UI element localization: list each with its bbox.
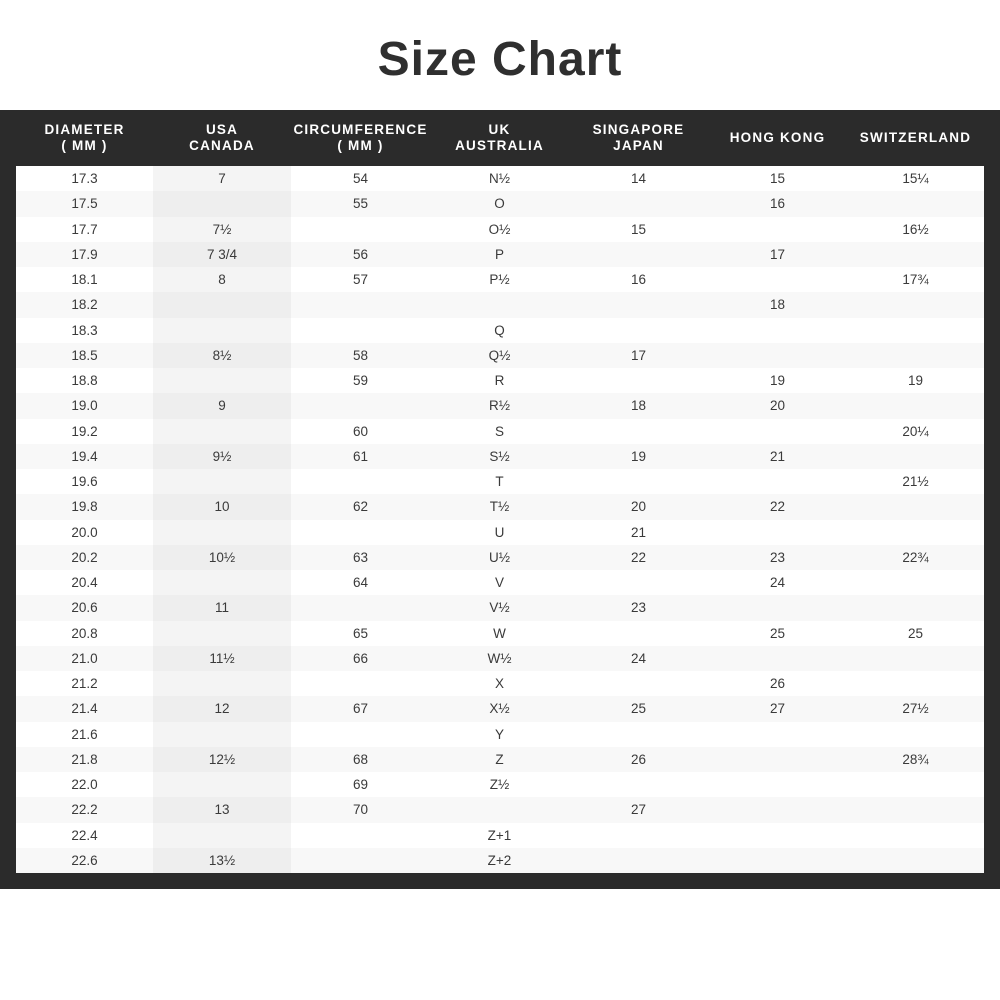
cell-hong-kong <box>708 343 847 368</box>
cell-switzerland <box>847 444 984 469</box>
cell-singapore-japan <box>569 848 708 873</box>
cell-diameter-mm: 18.2 <box>71 297 98 313</box>
cell-diameter-mm: 22.4 <box>71 827 98 843</box>
table-row <box>16 292 984 317</box>
cell-uk-australia <box>430 797 569 822</box>
cell-singapore-japan <box>569 368 708 393</box>
cell-switzerland <box>847 722 984 747</box>
cell-uk-australia: O½ <box>488 221 511 237</box>
cell-singapore-japan <box>569 823 708 848</box>
cell-usa-canada: 10 <box>153 494 291 519</box>
cell-switzerland: 22¾ <box>902 549 929 565</box>
page-title: Size Chart <box>377 33 623 86</box>
cell-usa-canada: 8 <box>153 267 291 292</box>
cell-switzerland <box>847 520 984 545</box>
cell-hong-kong: 24 <box>769 575 786 591</box>
cell-uk-australia: Z+1 <box>487 827 512 843</box>
cell-uk-australia: T½ <box>489 499 510 515</box>
cell-uk-australia: Q½ <box>488 347 511 363</box>
cell-singapore-japan <box>569 318 708 343</box>
cell-uk-australia: V <box>494 575 504 591</box>
header-circumference-mm <box>291 110 430 166</box>
cell-diameter-mm: 19.6 <box>71 474 98 490</box>
cell-circumference-mm <box>291 595 430 620</box>
cell-uk-australia: Y <box>494 726 504 742</box>
cell-singapore-japan <box>569 671 708 696</box>
header-label-line1: CIRCUMFERENCE <box>293 122 428 137</box>
cell-uk-australia: Z+2 <box>487 852 512 868</box>
cell-hong-kong: 25 <box>769 625 786 641</box>
cell-hong-kong: 27 <box>769 701 786 717</box>
cell-singapore-japan <box>569 419 708 444</box>
header-label-line1: DIAMETER <box>44 122 125 137</box>
cell-hong-kong <box>708 318 847 343</box>
cell-circumference-mm <box>291 823 430 848</box>
table-row <box>16 696 984 721</box>
cell-diameter-mm: 18.1 <box>71 272 98 288</box>
cell-hong-kong: 21 <box>769 448 786 464</box>
table-row <box>16 267 984 292</box>
cell-hong-kong: 20 <box>769 398 786 414</box>
header-usa-canada <box>153 110 291 166</box>
cell-circumference-mm: 69 <box>352 777 369 793</box>
cell-diameter-mm: 21.0 <box>71 650 98 666</box>
header-label-line1: SINGAPORE <box>592 122 685 137</box>
cell-diameter-mm: 21.6 <box>71 726 98 742</box>
cell-switzerland <box>847 242 984 267</box>
cell-usa-canada: 9½ <box>153 444 291 469</box>
cell-usa-canada <box>153 823 291 848</box>
cell-diameter-mm: 19.0 <box>71 398 98 414</box>
header-label-line2: JAPAN <box>613 138 664 153</box>
cell-usa-canada <box>153 621 291 646</box>
header-label-line1: USA <box>205 122 239 137</box>
cell-circumference-mm <box>291 520 430 545</box>
cell-hong-kong: 23 <box>769 549 786 565</box>
cell-singapore-japan <box>569 772 708 797</box>
cell-circumference-mm: 64 <box>352 575 369 591</box>
cell-hong-kong <box>708 419 847 444</box>
cell-singapore-japan: 23 <box>630 600 647 616</box>
cell-circumference-mm: 60 <box>352 423 369 439</box>
cell-switzerland <box>847 570 984 595</box>
cell-uk-australia: V½ <box>489 600 510 616</box>
cell-diameter-mm: 18.8 <box>71 373 98 389</box>
cell-diameter-mm: 17.7 <box>71 221 98 237</box>
cell-circumference-mm <box>291 469 430 494</box>
cell-circumference-mm: 70 <box>352 802 369 818</box>
cell-switzerland <box>847 595 984 620</box>
cell-diameter-mm: 17.3 <box>71 171 98 187</box>
cell-singapore-japan <box>569 242 708 267</box>
cell-circumference-mm: 63 <box>352 549 369 565</box>
cell-circumference-mm <box>291 722 430 747</box>
cell-diameter-mm: 17.5 <box>71 196 98 212</box>
cell-circumference-mm: 65 <box>352 625 369 641</box>
cell-uk-australia: Q <box>494 322 505 338</box>
table-row <box>16 166 984 191</box>
cell-diameter-mm: 20.8 <box>71 625 98 641</box>
cell-usa-canada: 12 <box>153 696 291 721</box>
cell-circumference-mm: 61 <box>352 448 369 464</box>
cell-uk-australia: U½ <box>488 549 510 565</box>
table-row <box>16 671 984 696</box>
cell-uk-australia: P <box>494 246 504 262</box>
cell-switzerland: 27½ <box>902 701 929 717</box>
cell-usa-canada: 13 <box>153 797 291 822</box>
cell-singapore-japan: 19 <box>630 448 647 464</box>
cell-usa-canada: 7 <box>153 166 291 191</box>
cell-usa-canada: 11 <box>153 595 291 620</box>
header-label-line2: ( MM ) <box>337 138 384 153</box>
cell-hong-kong: 15 <box>769 171 786 187</box>
cell-diameter-mm: 20.0 <box>71 524 98 540</box>
cell-circumference-mm <box>291 292 430 317</box>
header-diameter-mm <box>16 110 153 166</box>
table-row <box>16 823 984 848</box>
cell-switzerland <box>847 848 984 873</box>
cell-circumference-mm <box>291 318 430 343</box>
table-row <box>16 595 984 620</box>
cell-circumference-mm: 57 <box>352 272 369 288</box>
cell-switzerland <box>847 318 984 343</box>
header-label-line2: AUSTRALIA <box>455 138 544 153</box>
table-row <box>16 621 984 646</box>
cell-singapore-japan: 20 <box>630 499 647 515</box>
cell-hong-kong <box>708 217 847 242</box>
header-label-line2: ( MM ) <box>61 138 108 153</box>
cell-circumference-mm: 68 <box>352 751 369 767</box>
cell-switzerland <box>847 494 984 519</box>
cell-diameter-mm: 22.2 <box>71 802 98 818</box>
table-row <box>16 797 984 822</box>
cell-hong-kong: 22 <box>769 499 786 515</box>
table-row <box>16 444 984 469</box>
cell-hong-kong <box>708 772 847 797</box>
cell-usa-canada: 7½ <box>153 217 291 242</box>
cell-hong-kong <box>708 520 847 545</box>
table-row <box>16 191 984 216</box>
header-label-line2: CANADA <box>189 138 255 153</box>
cell-uk-australia: X <box>494 676 504 692</box>
cell-diameter-mm: 19.8 <box>71 499 98 515</box>
table-header <box>16 110 984 166</box>
cell-uk-australia: N½ <box>488 171 510 187</box>
table-row <box>16 722 984 747</box>
cell-singapore-japan: 16 <box>630 272 647 288</box>
table-row <box>16 217 984 242</box>
table-row <box>16 646 984 671</box>
cell-hong-kong <box>708 722 847 747</box>
cell-circumference-mm: 55 <box>352 196 369 212</box>
cell-hong-kong <box>708 595 847 620</box>
cell-uk-australia: T <box>495 474 504 490</box>
cell-uk-australia: P½ <box>489 272 510 288</box>
cell-singapore-japan: 21 <box>630 524 647 540</box>
cell-hong-kong <box>708 646 847 671</box>
header-switzerland <box>847 110 984 166</box>
table-row <box>16 318 984 343</box>
cell-diameter-mm: 18.3 <box>71 322 98 338</box>
header-label-line1: HONG KONG <box>729 130 826 145</box>
cell-switzerland: 20¼ <box>902 423 929 439</box>
cell-hong-kong <box>708 823 847 848</box>
table-row <box>16 494 984 519</box>
cell-uk-australia: O <box>494 196 505 212</box>
cell-circumference-mm: 62 <box>352 499 369 515</box>
cell-usa-canada <box>153 292 291 317</box>
cell-uk-australia: W½ <box>487 650 512 666</box>
cell-usa-canada: 10½ <box>153 545 291 570</box>
table-row <box>16 570 984 595</box>
cell-singapore-japan: 18 <box>630 398 647 414</box>
cell-hong-kong: 18 <box>769 297 786 313</box>
table-row <box>16 747 984 772</box>
size-chart-table <box>0 110 1000 889</box>
cell-diameter-mm: 18.5 <box>71 347 98 363</box>
cell-switzerland <box>847 646 984 671</box>
cell-usa-canada <box>153 469 291 494</box>
cell-switzerland: 25 <box>907 625 924 641</box>
cell-uk-australia: S <box>494 423 504 439</box>
cell-switzerland <box>847 292 984 317</box>
cell-hong-kong: 19 <box>769 373 786 389</box>
cell-singapore-japan: 27 <box>630 802 647 818</box>
cell-diameter-mm: 19.2 <box>71 423 98 439</box>
cell-uk-australia <box>430 292 569 317</box>
cell-switzerland: 19 <box>907 373 924 389</box>
table-row <box>16 368 984 393</box>
cell-singapore-japan: 14 <box>630 171 647 187</box>
cell-usa-canada <box>153 722 291 747</box>
cell-diameter-mm: 21.4 <box>71 701 98 717</box>
cell-switzerland <box>847 191 984 216</box>
header-singapore-japan <box>569 110 708 166</box>
cell-hong-kong <box>708 267 847 292</box>
cell-switzerland <box>847 343 984 368</box>
cell-diameter-mm: 20.2 <box>71 549 98 565</box>
cell-circumference-mm: 59 <box>352 373 369 389</box>
cell-hong-kong <box>708 797 847 822</box>
table-row <box>16 393 984 418</box>
cell-circumference-mm <box>291 393 430 418</box>
cell-diameter-mm: 17.9 <box>71 246 98 262</box>
cell-singapore-japan <box>569 292 708 317</box>
cell-usa-canada <box>153 570 291 595</box>
header-uk-australia <box>430 110 569 166</box>
cell-hong-kong <box>708 848 847 873</box>
cell-uk-australia: Z½ <box>489 777 510 793</box>
cell-circumference-mm <box>291 217 430 242</box>
table-row <box>16 545 984 570</box>
cell-circumference-mm: 67 <box>352 701 369 717</box>
cell-singapore-japan <box>569 191 708 216</box>
cell-switzerland: 16½ <box>902 221 929 237</box>
cell-circumference-mm: 54 <box>352 171 369 187</box>
cell-diameter-mm: 21.8 <box>71 751 98 767</box>
table-row <box>16 469 984 494</box>
table-row <box>16 848 984 873</box>
cell-diameter-mm: 22.6 <box>71 852 98 868</box>
cell-circumference-mm <box>291 671 430 696</box>
cell-usa-canada: 13½ <box>153 848 291 873</box>
table-row <box>16 772 984 797</box>
cell-uk-australia: X½ <box>489 701 510 717</box>
cell-switzerland <box>847 393 984 418</box>
cell-usa-canada <box>153 671 291 696</box>
cell-usa-canada <box>153 318 291 343</box>
cell-hong-kong <box>708 747 847 772</box>
cell-hong-kong: 26 <box>769 676 786 692</box>
header-label-line1: UK <box>488 122 511 137</box>
cell-hong-kong: 17 <box>769 246 786 262</box>
table-row <box>16 419 984 444</box>
cell-diameter-mm: 20.4 <box>71 575 98 591</box>
cell-uk-australia: R½ <box>488 398 510 414</box>
header-label-line1: SWITZERLAND <box>859 130 972 145</box>
cell-singapore-japan: 22 <box>630 549 647 565</box>
header-hong-kong <box>708 110 847 166</box>
cell-usa-canada: 9 <box>153 393 291 418</box>
cell-usa-canada: 8½ <box>153 343 291 368</box>
cell-singapore-japan <box>569 621 708 646</box>
cell-singapore-japan: 24 <box>630 650 647 666</box>
cell-usa-canada: 12½ <box>153 747 291 772</box>
cell-switzerland <box>847 772 984 797</box>
cell-uk-australia: R <box>494 373 505 389</box>
table-row <box>16 343 984 368</box>
cell-uk-australia: S½ <box>489 448 510 464</box>
cell-usa-canada <box>153 520 291 545</box>
cell-circumference-mm: 58 <box>352 347 369 363</box>
cell-singapore-japan <box>569 722 708 747</box>
cell-switzerland <box>847 797 984 822</box>
cell-singapore-japan: 17 <box>630 347 647 363</box>
cell-diameter-mm: 19.4 <box>71 448 98 464</box>
cell-switzerland: 21½ <box>902 474 929 490</box>
cell-circumference-mm: 56 <box>352 246 369 262</box>
cell-circumference-mm: 66 <box>352 650 369 666</box>
cell-usa-canada <box>153 419 291 444</box>
cell-usa-canada <box>153 368 291 393</box>
cell-usa-canada <box>153 772 291 797</box>
cell-usa-canada: 11½ <box>153 646 291 671</box>
table-row <box>16 242 984 267</box>
cell-usa-canada: 7 3/4 <box>153 242 291 267</box>
cell-usa-canada <box>153 191 291 216</box>
cell-singapore-japan: 26 <box>630 751 647 767</box>
cell-switzerland: 28¾ <box>902 751 929 767</box>
cell-diameter-mm: 21.2 <box>71 676 98 692</box>
cell-switzerland: 15¼ <box>902 171 929 187</box>
cell-hong-kong: 16 <box>769 196 786 212</box>
cell-switzerland: 17¾ <box>902 272 929 288</box>
cell-singapore-japan <box>569 469 708 494</box>
cell-uk-australia: U <box>494 524 505 540</box>
cell-singapore-japan: 25 <box>630 701 647 717</box>
cell-circumference-mm <box>291 848 430 873</box>
cell-uk-australia: Z <box>495 751 504 767</box>
cell-hong-kong <box>708 469 847 494</box>
cell-diameter-mm: 20.6 <box>71 600 98 616</box>
cell-switzerland <box>847 671 984 696</box>
cell-switzerland <box>847 823 984 848</box>
table-row <box>16 520 984 545</box>
cell-diameter-mm: 22.0 <box>71 777 98 793</box>
cell-uk-australia: W <box>493 625 506 641</box>
cell-singapore-japan: 15 <box>630 221 647 237</box>
cell-singapore-japan <box>569 570 708 595</box>
table-body <box>16 166 984 873</box>
